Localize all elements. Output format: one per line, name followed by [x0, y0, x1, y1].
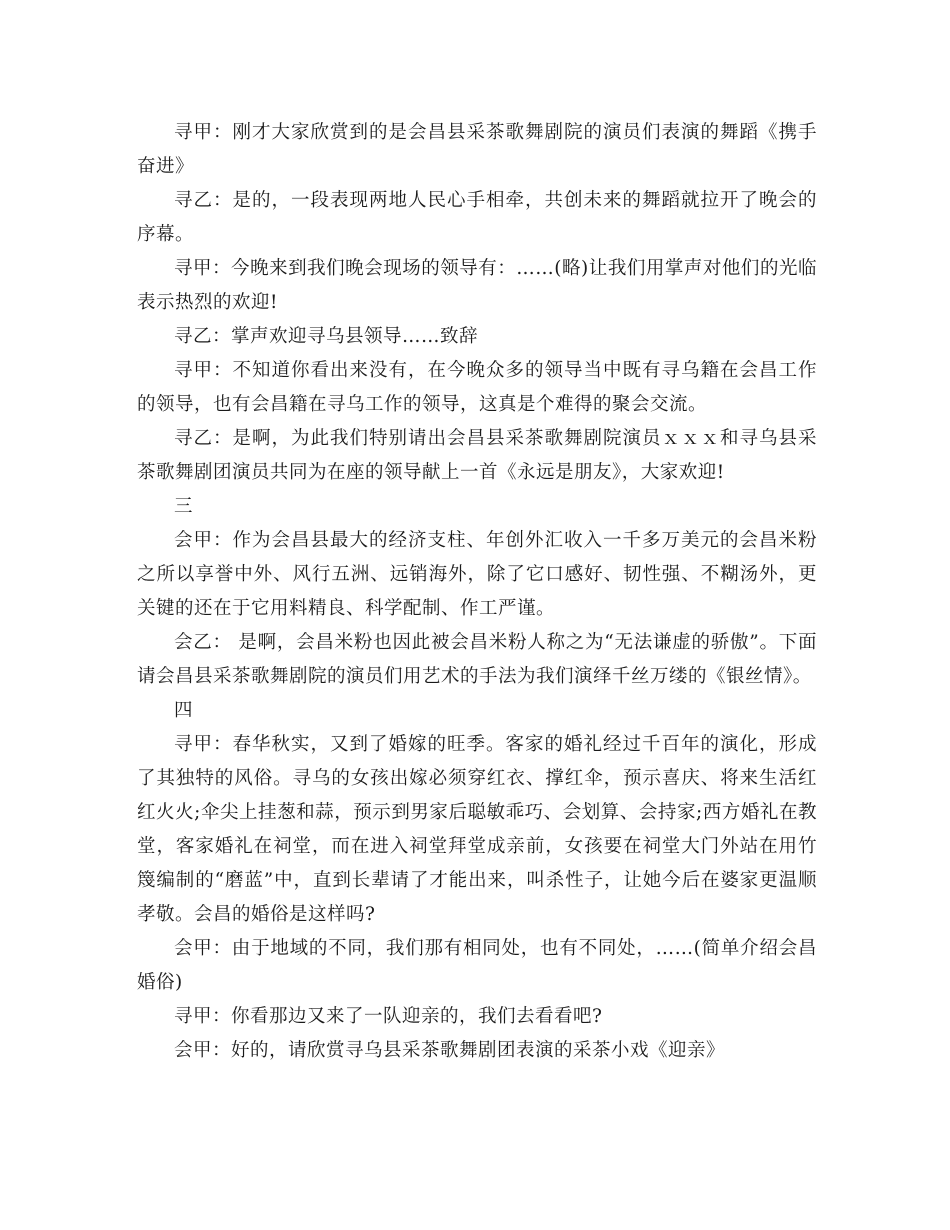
- section-heading-three: 三: [174, 496, 194, 517]
- paragraph-huiyi-silk-love: 会乙： 是啊，会昌米粉也因此被会昌米粉人称之为“无法谦虚的骄傲”。下面请会昌县采茶歌舞剧院的演员们用艺术的手法为我们演绎千丝万缕的《银丝情》。: [137, 632, 817, 687]
- paragraph-xunyi-song-intro: 寻乙：是啊，为此我们特别请出会昌县采茶歌舞剧院演员ｘｘｘ和寻乌县采茶歌舞剧团演员共同为在座的领导献上一首《永远是朋友》，大家欢迎!: [137, 428, 817, 483]
- paragraph-huijia-rice-noodle: 会甲：作为会昌县最大的经济支柱、年创外汇收入一千多万美元的会昌米粉之所以享誉中外、风行五洲、远销海外，除了它口感好、韧性强、不糊汤外，更关键的还在于它用料精良、科学配制、作工严谨。: [137, 530, 817, 619]
- paragraph-xunjia-dance-intro: 寻甲：刚才大家欣赏到的是会昌县采茶歌舞剧院的演员们表演的舞蹈《携手奋进》: [137, 122, 817, 177]
- paragraph-xunyi-speech: 寻乙：掌声欢迎寻乌县领导……致辞: [174, 326, 479, 347]
- section-heading-four: 四: [174, 700, 194, 721]
- paragraph-xunjia-wedding-customs: 寻甲：春华秋实，又到了婚嫁的旺季。客家的婚礼经过千百年的演化，形成了其独特的风俗。寻乌的女孩出嫁必须穿红衣、撑红伞，预示喜庆、将来生活红红火火;伞尖上挂葱和蒜，预示到男家后聪敏乖巧、会划算、会持家;西方婚礼在教堂，客家婚礼在祠堂，而在进入祠堂拜堂成亲前，女孩要在祠堂大门外站在用竹篾编制的“磨蓝”中，直到长辈请了才能出来，叫杀性子，让她今后在婆家更温顺孝敬。会昌的婚俗是这样吗?: [137, 734, 817, 925]
- paragraph-xunjia-leaders-welcome: 寻甲：今晚来到我们晚会现场的领导有：……(略)让我们用掌声对他们的光临表示热烈的欢迎!: [137, 258, 817, 313]
- paragraph-xunjia-exchange: 寻甲：不知道你看出来没有，在今晚众多的领导当中既有寻乌籍在会昌工作的领导，也有会昌籍在寻乌工作的领导，这真是个难得的聚会交流。: [137, 360, 817, 415]
- document-body: [137, 116, 817, 1068]
- paragraph-huijia-wedding-reply: 会甲：由于地域的不同，我们那有相同处，也有不同处，……(简单介绍会昌婚俗): [137, 938, 817, 993]
- paragraph-xunyi-prelude: 寻乙：是的，一段表现两地人民心手相牵，共创未来的舞蹈就拉开了晚会的序幕。: [137, 190, 817, 245]
- paragraph-xunjia-procession: 寻甲：你看那边又来了一队迎亲的，我们去看看吧?: [174, 1006, 603, 1027]
- paragraph-huijia-play-intro: 会甲：好的，请欣赏寻乌县采茶歌舞剧团表演的采茶小戏《迎亲》: [174, 1040, 726, 1061]
